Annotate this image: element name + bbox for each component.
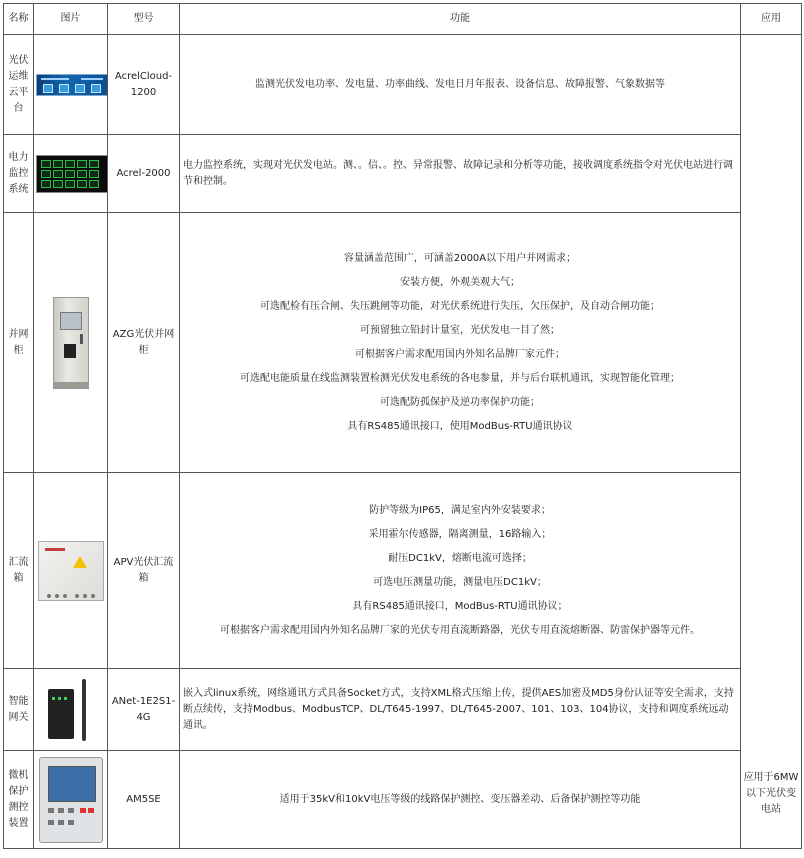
function-line: 容量涵盖范围广，可涵盖2000A以下用户并网需求； (343, 252, 577, 264)
header-application: 应用 (741, 4, 802, 35)
product-model: AZG光伏并网柜 (108, 213, 180, 473)
table-row (4, 473, 802, 669)
function-line: 可选电压测量功能，测量电压DC1kV； (373, 576, 547, 588)
function-line: 嵌入式linux系统，网络通讯方式具备Socket方式，支持XML格式压缩上传，提供AES加密及MD5身份认证等安全需求，支持断点续传，支持Modbus、ModbusTCP、DL/T645-1997、DL/T645-2007、101、103、104协议，支持和调度系统远动通讯。 (183, 687, 734, 731)
product-image (34, 751, 108, 849)
table-row (4, 751, 802, 849)
function-line: 可选配电能质量在线监测装置检测光伏发电系统的各电参量，并与后台联机通讯，实现智能化管理； (240, 372, 680, 384)
function-line: 具有RS485通讯接口，使用ModBus-RTU通讯协议 (347, 420, 573, 432)
product-model: Acrel-2000 (108, 135, 180, 213)
product-image (34, 669, 108, 751)
table-row (4, 35, 802, 135)
header-model: 型号 (108, 4, 180, 35)
function-line: 电力监控系统，实现对光伏发电站。测、。信、。控、异常报警、故障记录和分析等功能，接收调度系统指令对光伏电站进行调节和控制。 (183, 159, 733, 187)
header-image: 图片 (34, 4, 108, 35)
grid-cabinet-photo (53, 297, 89, 389)
power-monitor-screenshot (36, 155, 108, 193)
gateway-photo (40, 677, 102, 743)
header-function: 功能 (180, 4, 741, 35)
table-row (4, 213, 802, 473)
product-name: 微机保护测控装置 (4, 751, 34, 849)
product-image (34, 473, 108, 669)
header-name: 名称 (4, 4, 34, 35)
product-name: 电力监控系统 (4, 135, 34, 213)
application-text: 应用于6MW以下光伏变电站 (743, 772, 799, 815)
product-function (180, 751, 741, 849)
product-image (34, 35, 108, 135)
product-function (180, 669, 741, 751)
product-function (180, 473, 741, 669)
product-function (180, 35, 741, 135)
function-line: 适用于35kV和10kV电压等级的线路保护测控、变压器差动、后备保护测控等功能 (279, 793, 641, 805)
function-line: 具有RS485通讯接口，ModBus-RTU通讯协议； (352, 600, 568, 612)
product-name: 汇流箱 (4, 473, 34, 669)
table-header-row (4, 4, 802, 35)
combiner-box-photo (38, 541, 104, 601)
function-line: 监测光伏发电功率、发电量、功率曲线、发电日月年报表、设备信息、故障报警、气象数据等 (255, 78, 665, 90)
table-row (4, 135, 802, 213)
protection-relay-photo (39, 757, 103, 843)
product-model: AcrelCloud-1200 (108, 35, 180, 135)
product-model: APV光伏汇流箱 (108, 473, 180, 669)
product-function (180, 135, 741, 213)
function-line: 采用霍尔传感器，隔离测量，16路输入； (368, 528, 552, 540)
function-line: 可选配检有压合闸、失压跳闸等功能，对光伏系统进行失压，欠压保护，及自动合闸功能； (260, 300, 660, 312)
function-line: 防护等级为IP65，满足室内外安装要求； (369, 504, 551, 516)
product-table (3, 3, 802, 849)
cloud-platform-screenshot (36, 74, 108, 96)
product-name: 光伏运维云平台 (4, 35, 34, 135)
product-model: ANet-1E2S1-4G (108, 669, 180, 751)
function-line: 可根据客户需求配用国内外知名品牌厂家的光伏专用直流断路器，光伏专用直流熔断器、防雷保护器等元件。 (220, 624, 700, 636)
function-line: 耐压DC1kV，熔断电流可选择； (388, 552, 532, 564)
table-row (4, 669, 802, 751)
product-function (180, 213, 741, 473)
function-line: 可根据客户需求配用国内外知名品牌厂家元件； (355, 348, 565, 360)
product-model: AM5SE (108, 751, 180, 849)
product-name: 智能网关 (4, 669, 34, 751)
function-line: 安装方便，外观美观大气； (400, 276, 520, 288)
function-line: 可预留独立铅封计量室，光伏发电一目了然； (360, 324, 560, 336)
product-image (34, 213, 108, 473)
application-cell (741, 35, 802, 849)
product-name: 并网柜 (4, 213, 34, 473)
product-image (34, 135, 108, 213)
function-line: 可选配防孤保护及逆功率保护功能； (380, 396, 540, 408)
